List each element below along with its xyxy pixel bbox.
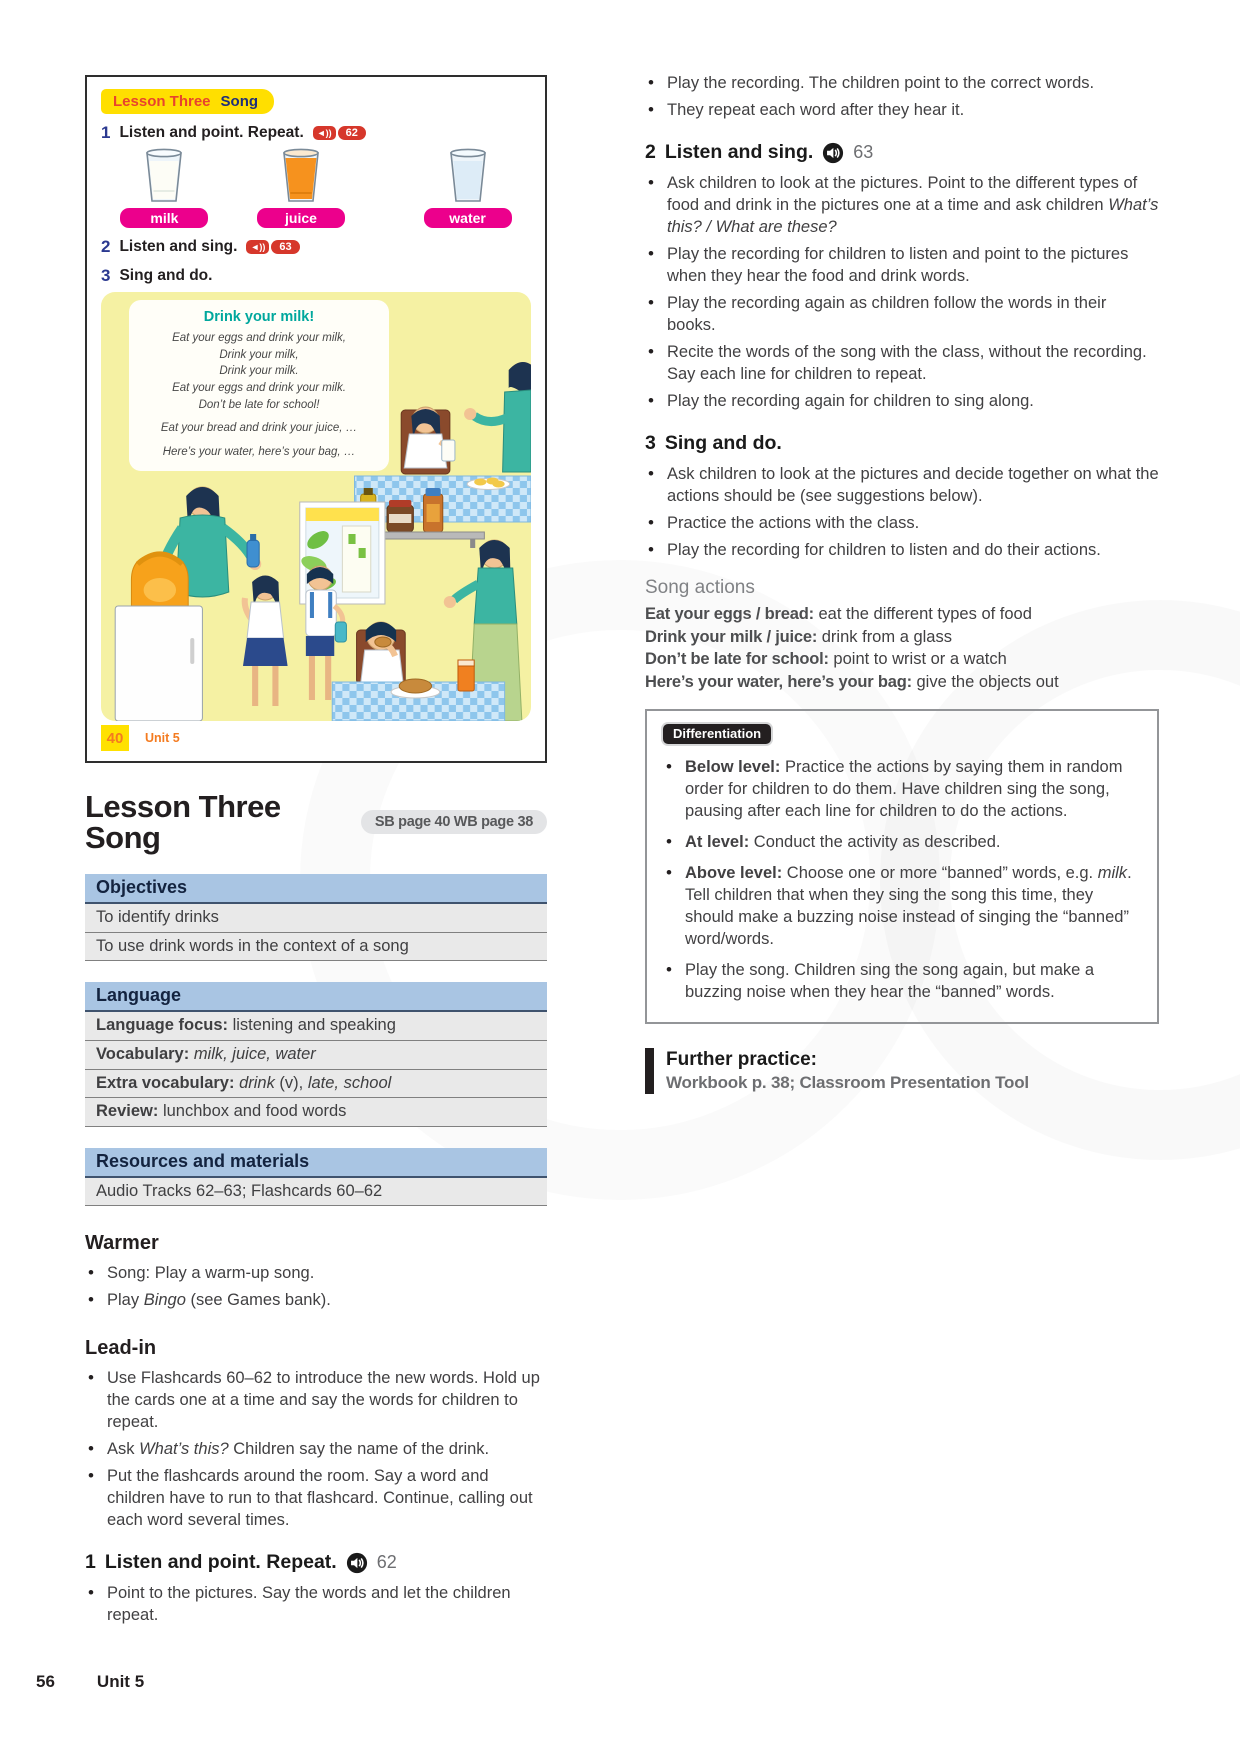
song-action: Drink your milk / juice: drink from a glass bbox=[645, 627, 952, 646]
further-practice-section bbox=[645, 1048, 1159, 1094]
bullet-item: • They repeat each word after they hear it. bbox=[645, 99, 1159, 121]
song-illustration bbox=[101, 292, 531, 721]
language-row: Vocabulary: milk, juice, water bbox=[85, 1041, 547, 1070]
bullet-item: • Recite the words of the song with the class, without the recording. Say each line for children to repeat. bbox=[645, 341, 1159, 385]
song-lyrics-panel bbox=[129, 300, 389, 471]
resources-header: Resources and materials bbox=[85, 1148, 547, 1178]
sb-step-number: 2 bbox=[101, 237, 111, 256]
bullet-item: • Play the recording for children to listen and point to the pictures when they hear the food and drink words. bbox=[645, 243, 1159, 287]
bullet-item: • Play Bingo (see Games bank). bbox=[85, 1289, 547, 1311]
scene-mother-top-right bbox=[464, 362, 531, 472]
step-1-continued-bullets bbox=[645, 72, 1159, 121]
resources-box bbox=[85, 1148, 547, 1207]
lead-in-bullets bbox=[85, 1367, 547, 1531]
sb-unit-label: Unit 5 bbox=[145, 731, 180, 745]
bullet-item: • Play the recording. The children point to the correct words. bbox=[645, 72, 1159, 94]
song-action: Don’t be late for school: point to wrist or a watch bbox=[645, 650, 1007, 669]
word-card: juice bbox=[257, 208, 345, 228]
sb-step-number: 3 bbox=[101, 266, 111, 285]
footer-page-number: 56 bbox=[36, 1672, 55, 1691]
vocab-item-milk bbox=[101, 147, 228, 228]
step-title: Listen and sing. bbox=[664, 141, 814, 163]
step-number: 2 bbox=[645, 141, 656, 163]
track-number: 62 bbox=[338, 126, 366, 140]
song-line: Drink your milk, bbox=[219, 348, 299, 361]
juice-glass-image bbox=[279, 147, 323, 205]
step-3-bullets bbox=[645, 463, 1159, 561]
audio-icon bbox=[822, 142, 844, 164]
song-line: Don’t be late for school! bbox=[198, 398, 320, 411]
song-action: Here’s your water, here’s your bag: give the objects out bbox=[645, 672, 1059, 691]
song-line: Eat your eggs and drink your milk. bbox=[172, 382, 346, 395]
bullet-item: • Ask children to look at the pictures. Point to the different types of food and drink in the pictures one at a time and ask children What’s this? / What are these? bbox=[645, 172, 1159, 238]
step-2-heading bbox=[645, 141, 1159, 164]
page-reference-badge: SB page 40 WB page 38 bbox=[361, 810, 547, 834]
sb-step-label: Listen and point. Repeat. bbox=[119, 124, 304, 141]
language-row: Language focus: listening and speaking bbox=[85, 1012, 547, 1041]
step-number: 1 bbox=[85, 1551, 96, 1574]
word-card: water bbox=[424, 208, 512, 228]
step-title: Sing and do. bbox=[664, 432, 782, 454]
sb-page-number: 40 bbox=[101, 725, 129, 751]
vocab-item-water bbox=[404, 147, 531, 228]
sb-step-number: 1 bbox=[101, 123, 111, 142]
bullet-item: • Put the flashcards around the room. Say a word and children have to run to that flashcard. Continue, calling out each word several times. bbox=[85, 1465, 547, 1531]
language-box bbox=[85, 982, 547, 1127]
audio-track-badge bbox=[313, 126, 366, 140]
student-book-page-image bbox=[85, 75, 547, 763]
sb-lesson-banner bbox=[101, 89, 274, 114]
bullet-item: • Play the recording again for children to sing along. bbox=[645, 390, 1159, 412]
sb-vocab-row bbox=[101, 147, 531, 228]
song-line: Eat your eggs and drink your milk, bbox=[172, 332, 346, 344]
scene-girl-left bbox=[243, 576, 288, 707]
lead-in-heading: Lead-in bbox=[85, 1337, 157, 1360]
speaker-icon: ◄)) bbox=[246, 240, 269, 254]
warmer-bullets bbox=[85, 1262, 547, 1311]
backpack-on-cabinet bbox=[131, 554, 188, 606]
differentiation-box bbox=[645, 709, 1159, 1024]
water-glass-image bbox=[446, 147, 490, 205]
song-actions-heading: Song actions bbox=[645, 577, 755, 598]
bullet-item: • Play the song. Children sing the song again, but make a buzzing noise when they hear the “banned” words. bbox=[663, 959, 1141, 1003]
bullet-item: • Ask children to look at the pictures and decide together on what the actions should be (see suggestions below). bbox=[645, 463, 1159, 507]
page-title: Lesson Three Song bbox=[85, 789, 281, 855]
further-practice-text: Workbook p. 38; Classroom Presentation Tool bbox=[666, 1073, 1029, 1093]
song-line: Eat your bread and drink your juice, … bbox=[160, 422, 358, 435]
bullet-item: • At level: Conduct the activity as described. bbox=[663, 831, 1141, 853]
sb-step-label: Sing and do. bbox=[119, 267, 213, 284]
page-footer bbox=[36, 1672, 144, 1692]
bullet-item: • Play the recording for children to listen and do their actions. bbox=[645, 539, 1159, 561]
song-actions-section bbox=[645, 577, 1159, 693]
speaker-icon: ◄)) bbox=[313, 126, 336, 140]
bullet-item: • Use Flashcards 60–62 to introduce the new words. Hold up the cards one at a time and say the words for children to repeat. bbox=[85, 1367, 547, 1433]
language-row: Review: lunchbox and food words bbox=[85, 1098, 547, 1127]
milk-glass-image bbox=[142, 147, 186, 205]
step-2-bullets bbox=[645, 172, 1159, 412]
song-title: Drink your milk! bbox=[203, 309, 315, 325]
audio-track-badge bbox=[246, 240, 299, 254]
bullet-item: • Point to the pictures. Say the words and let the children repeat. bbox=[85, 1582, 547, 1626]
track-number: 62 bbox=[376, 1552, 397, 1573]
sb-step-2 bbox=[101, 237, 531, 257]
sb-banner-category: Song bbox=[220, 93, 259, 110]
vocab-item-juice bbox=[228, 147, 374, 228]
objectives-header: Objectives bbox=[85, 874, 547, 904]
track-number: 63 bbox=[271, 240, 299, 254]
language-header: Language bbox=[85, 982, 547, 1012]
sb-page-footer bbox=[101, 725, 180, 751]
warmer-heading: Warmer bbox=[85, 1232, 159, 1255]
step-number: 3 bbox=[645, 432, 656, 454]
objectives-row: To identify drinks bbox=[85, 904, 547, 933]
differentiation-label: Differentiation bbox=[663, 724, 771, 744]
bullet-item: • Below level: Practice the actions by saying them in random order for children to do them. Have children sing the song, pausing after each line for children to do the actions. bbox=[663, 756, 1141, 822]
bullet-item: • Above level: Choose one or more “banned” words, e.g. milk. Tell children that when they sing the song this time, they should make a buzzing noise instead of singing the “banned” word/words. bbox=[663, 862, 1141, 950]
language-row: Extra vocabulary: drink (v), late, school bbox=[85, 1070, 547, 1099]
step-title: Listen and point. Repeat. bbox=[104, 1551, 337, 1574]
step-1-bullets bbox=[85, 1582, 547, 1626]
step-3-heading bbox=[645, 432, 1159, 455]
further-practice-heading: Further practice: bbox=[666, 1049, 817, 1071]
song-line: Drink your milk. bbox=[219, 365, 299, 378]
step-1-heading bbox=[85, 1551, 547, 1574]
bullet-item: • Song: Play a warm-up song. bbox=[85, 1262, 547, 1284]
bullet-item: • Practice the actions with the class. bbox=[645, 512, 1159, 534]
resources-row: Audio Tracks 62–63; Flashcards 60–62 bbox=[85, 1178, 547, 1207]
song-action: Eat your eggs / bread: eat the different types of food bbox=[645, 605, 1032, 623]
bullet-item: • Play the recording again as children follow the words in their books. bbox=[645, 292, 1159, 336]
sb-step-label: Listen and sing. bbox=[119, 238, 238, 255]
footer-unit-label: Unit 5 bbox=[96, 1672, 145, 1691]
bullet-item: • Ask What’s this? Children say the name of the drink. bbox=[85, 1438, 547, 1460]
window bbox=[299, 502, 385, 604]
audio-icon bbox=[346, 1552, 368, 1574]
differentiation-bullets bbox=[663, 756, 1141, 1003]
cabinet bbox=[115, 606, 202, 721]
objectives-row: To use drink words in the context of a song bbox=[85, 933, 547, 962]
track-number: 63 bbox=[853, 142, 874, 162]
objectives-box bbox=[85, 874, 547, 961]
sb-step-3 bbox=[101, 266, 531, 286]
word-card: milk bbox=[120, 208, 208, 228]
sb-banner-lesson: Lesson Three bbox=[113, 93, 211, 110]
song-line: Here’s your water, here’s your bag, … bbox=[162, 446, 356, 459]
sb-step-1 bbox=[101, 123, 531, 143]
